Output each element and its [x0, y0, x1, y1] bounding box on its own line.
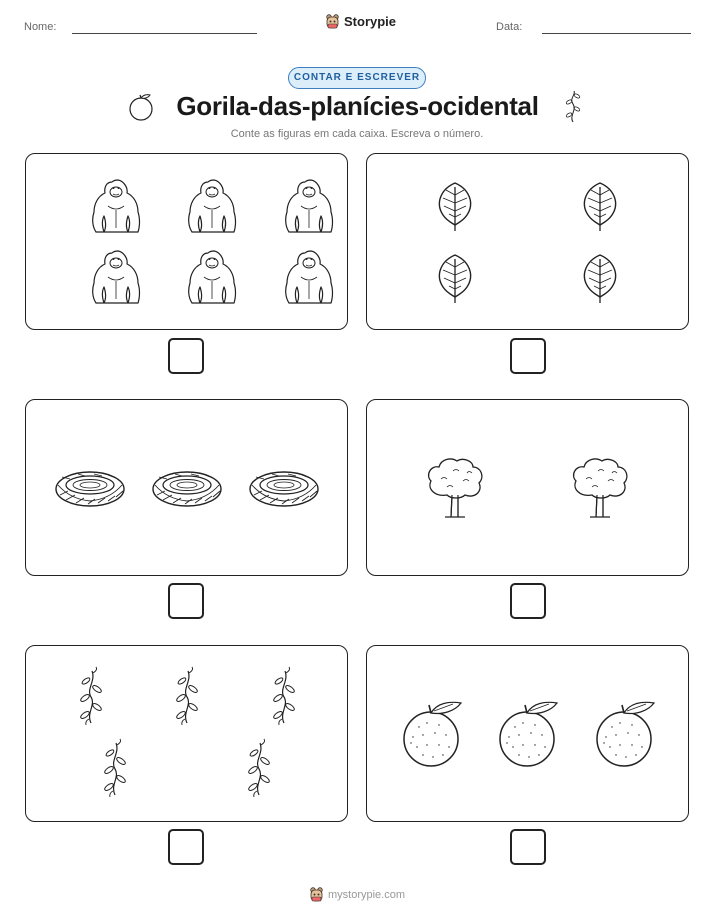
leaf-icon	[584, 255, 615, 303]
nest-group	[26, 400, 349, 577]
gorilla-icon	[286, 251, 333, 303]
gorilla-icon	[286, 180, 333, 232]
footer	[309, 886, 405, 903]
orange-icon	[597, 702, 654, 766]
instructions: Conte as figuras em cada caixa. Escreva o número.	[230, 128, 484, 140]
vine-icon	[176, 667, 199, 725]
answer-box-gorillas[interactable]	[168, 338, 204, 374]
vine-icon	[248, 739, 271, 797]
counting-box-oranges	[366, 645, 689, 822]
page-title: Gorila-das-planícies-ocidental	[176, 91, 539, 121]
leaf-icon	[439, 183, 470, 231]
gorilla-icon	[93, 180, 140, 232]
answer-box-nests[interactable]	[168, 583, 204, 619]
brand-name: Storypie	[344, 14, 397, 29]
tree-group	[367, 400, 690, 577]
nest-icon	[56, 472, 124, 506]
counting-box-trees	[366, 399, 689, 576]
gorilla-icon	[93, 251, 140, 303]
name-field-line[interactable]	[72, 33, 257, 34]
answer-box-oranges[interactable]	[510, 829, 546, 865]
counting-box-leaves	[366, 153, 689, 330]
mascot-icon	[325, 13, 340, 30]
leaf-icon	[439, 255, 470, 303]
vine-icon	[104, 739, 127, 797]
vine-icon	[565, 90, 581, 124]
nest-icon	[153, 472, 221, 506]
orange-icon	[500, 702, 557, 766]
counting-box-gorillas	[25, 153, 348, 330]
brand-logo	[325, 13, 396, 30]
answer-box-trees[interactable]	[510, 583, 546, 619]
counting-box-vines	[25, 645, 348, 822]
vine-group	[26, 646, 349, 823]
leaf-icon	[584, 183, 615, 231]
gorilla-icon	[189, 251, 236, 303]
footer-url: mystorypie.com	[328, 888, 406, 901]
leaf-group	[367, 154, 690, 331]
answer-box-vines[interactable]	[168, 829, 204, 865]
mascot-icon	[309, 886, 324, 903]
name-label: Nome:	[24, 21, 57, 33]
tree-icon	[429, 459, 482, 517]
nest-icon	[250, 472, 318, 506]
orange-icon	[127, 92, 155, 122]
date-label: Data:	[496, 21, 523, 33]
date-field-line[interactable]	[542, 33, 691, 34]
answer-box-leaves[interactable]	[510, 338, 546, 374]
activity-badge: CONTAR E ESCREVER	[288, 67, 426, 89]
vine-icon	[80, 667, 103, 725]
orange-group	[367, 646, 690, 823]
orange-icon	[404, 702, 461, 766]
counting-box-nests	[25, 399, 348, 576]
tree-icon	[574, 459, 627, 517]
gorilla-group	[26, 154, 349, 331]
vine-icon	[273, 667, 296, 725]
gorilla-icon	[189, 180, 236, 232]
